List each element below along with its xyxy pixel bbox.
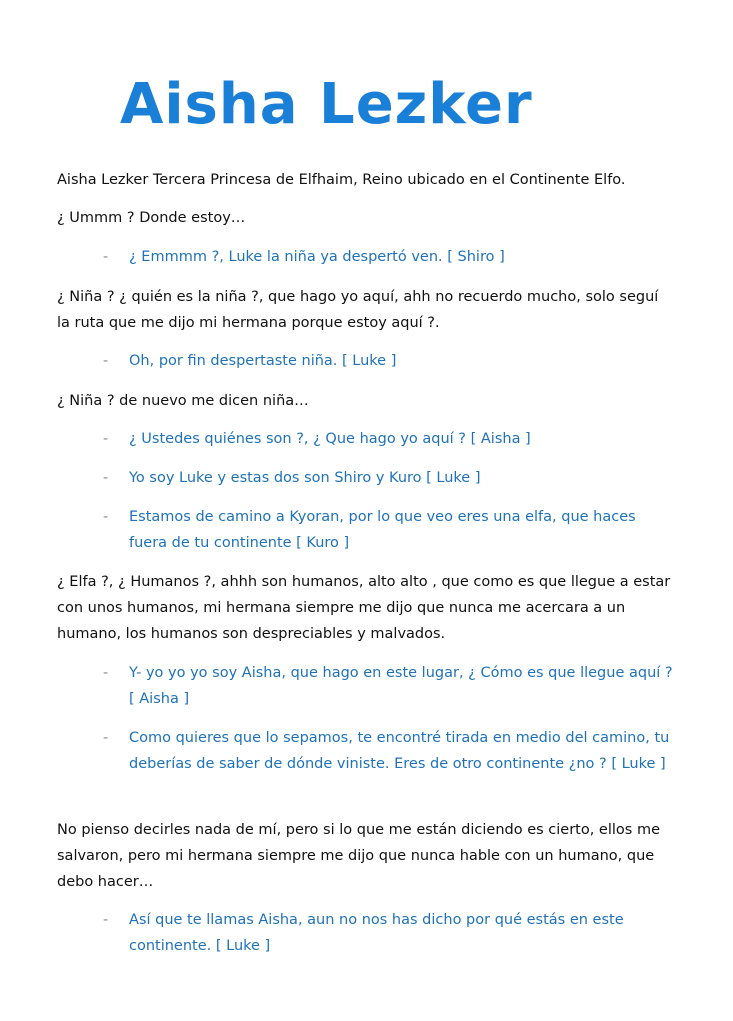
bullet-dash: - [103,470,109,486]
dialogue-text: Así que te llamas Aisha, aun no nos has dicho por qué estás en este continente. [ Luke ] [129,912,624,954]
dialogue-text: Y- yo yo yo soy Aisha, que hago en este lugar, ¿ Cómo es que llegue aquí ? [ Aisha ] [129,665,673,707]
dialogue-item [103,504,675,556]
bullet-dash: - [103,431,109,447]
paragraph-nina-quien: ¿ Niña ? ¿ quién es la niña ?, que hago yo aquí, ahh no recuerdo mucho, solo seguí la ruta que me dijo mi hermana porque estoy aquí ?. [57,289,659,331]
bullet-dash: - [103,665,109,681]
dialogue-text: Oh, por fin despertaste niña. [ Luke ] [129,353,397,369]
bullet-dash: - [103,912,109,928]
dialogue-item [103,348,675,374]
bullet-dash: - [103,730,109,746]
bullet-dash: - [103,249,109,265]
bullet-dash: - [103,353,109,369]
paragraph-nina-nuevo: ¿ Niña ? de nuevo me dicen niña… [57,393,309,409]
dialogue-text: ¿ Emmmm ?, Luke la niña ya despertó ven. [ Shiro ] [129,249,505,265]
dialogue-text: Yo soy Luke y estas dos son Shiro y Kuro [ Luke ] [129,470,481,486]
paragraph-no-pienso: No pienso decirles nada de mí, pero si lo que me están diciendo es cierto, ellos me salvaron, pero mi hermana siempre me dijo que nunca hable con un humano, que debo hacer… [57,822,660,890]
dialogue-item [103,244,675,270]
paragraph-elfa-humanos: ¿ Elfa ?, ¿ Humanos ?, ahhh son humanos, alto alto , que como es que llegue a estar con unos humanos, mi hermana siempre me dijo que nunca me acercara a un humano, los humanos son despreciables y malvados. [57,574,671,642]
dialogue-text: ¿ Ustedes quiénes son ?, ¿ Que hago yo aquí ? [ Aisha ] [129,431,531,447]
dialogue-item [103,907,675,959]
dialogue-text: Estamos de camino a Kyoran, por lo que veo eres una elfa, que haces fuera de tu continente [ Kuro ] [129,509,636,551]
paragraph-ummm: ¿ Ummm ? Donde estoy… [57,210,246,226]
dialogue-item [103,725,675,777]
bullet-dash: - [103,509,109,525]
dialogue-text: Como quieres que lo sepamos, te encontré tirada en medio del camino, tu deberías de saber de dónde viniste. Eres de otro continente ¿no ? [ Luke ] [129,730,670,772]
document-title: Aisha Lezker [120,72,533,137]
dialogue-item [103,465,675,491]
paragraph-intro: Aisha Lezker Tercera Princesa de Elfhaim, Reino ubicado en el Continente Elfo. [57,172,626,188]
dialogue-item [103,660,675,712]
dialogue-item [103,426,675,452]
